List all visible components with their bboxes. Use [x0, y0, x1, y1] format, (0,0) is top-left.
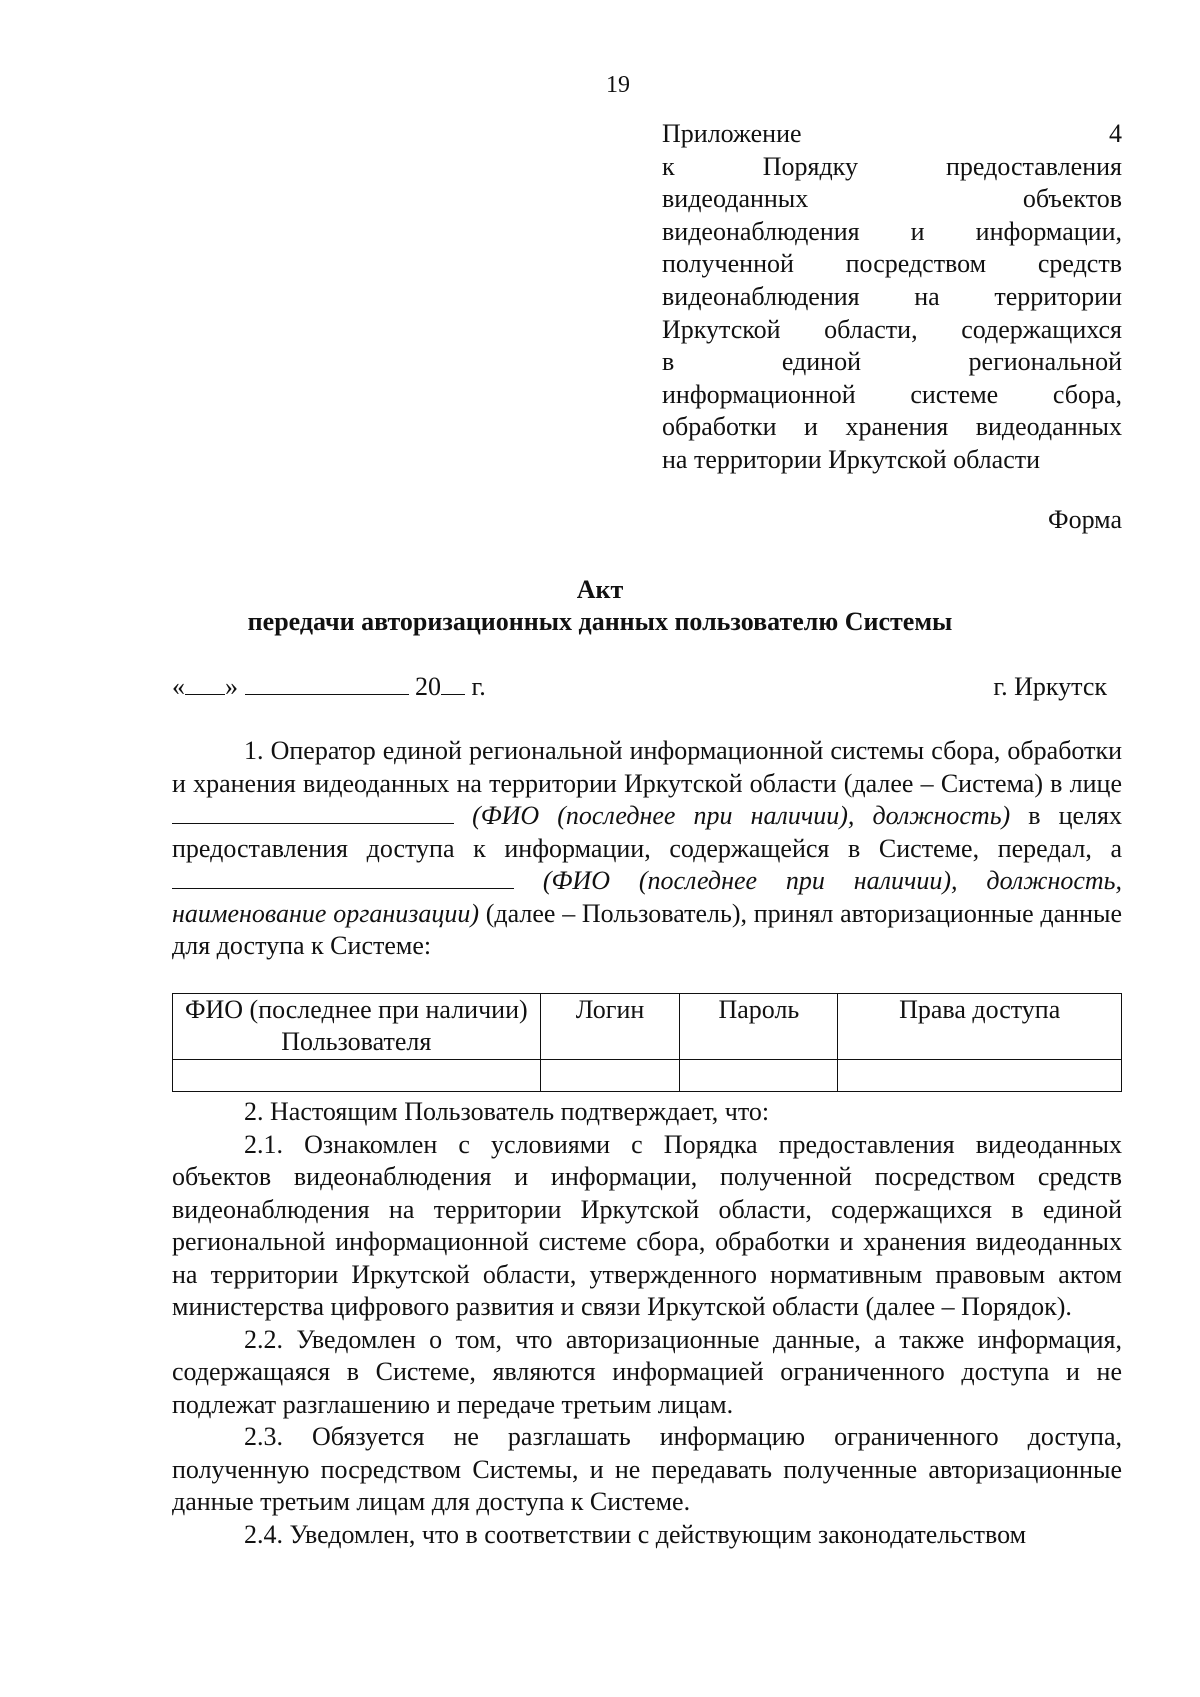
year-prefix: 20 [415, 672, 441, 701]
header-password: Пароль [680, 994, 838, 1060]
credentials-table [172, 993, 1122, 1092]
header-fio: ФИО (последнее при наличии) Пользователя [173, 994, 541, 1060]
year-suffix: г. [465, 672, 486, 701]
paragraph-2-1: 2.1. Ознакомлен с условиями с Порядка предоставления видеоданных объектов видеонаблюдения и информации, полученной посредством средств видеонаблюдения на территории Иркутской области, содержащихся в единой региональной информационной системе сбора, обработки и хранения видеоданных на территории Иркутской области, утвержденного нормативным правовым актом министерства цифрового развития и связи Иркутской области (далее – Порядок). [172, 1129, 1122, 1321]
para1-hint-1: (ФИО (последнее при наличии), должность) [454, 801, 1011, 830]
para1-text-2: в целях предоставления доступа к информации, содержащейся в Системе, передал, а [172, 801, 1123, 863]
cell-fio[interactable] [173, 1060, 541, 1092]
para1-text-1: 1. Оператор единой региональной информационной системы сбора, обработки и хранения видеоданных на территории Иркутской области (далее – Система) в лице [172, 736, 1122, 798]
cell-login[interactable] [540, 1060, 680, 1092]
appendix-line: Приложение 4 [662, 119, 1122, 148]
close-quote: » [225, 672, 238, 701]
appendix-line: обработки и хранения видеоданных [662, 412, 1122, 442]
appendix-line: Иркутской области, содержащихся [662, 314, 1122, 344]
city: г. Иркутск [993, 672, 1107, 701]
para1-text-3: (далее – Пользователь), принял авторизационные данные для доступа к Системе: [172, 898, 1122, 960]
doc-title: Акт [576, 575, 624, 604]
user-name-blank[interactable] [172, 866, 514, 889]
header-access-rights: Права доступа [838, 994, 1122, 1060]
paragraph-1-block [172, 735, 1122, 963]
cell-access-rights[interactable] [838, 1060, 1122, 1092]
appendix-line: информационной системе сбора, [662, 379, 1122, 409]
paragraph-2-4: 2.4. Уведомлен, что в соответствии с действующим законодательством [244, 1519, 1027, 1549]
paragraph-1 [172, 735, 1122, 963]
paragraph-2: 2. Настоящим Пользователь подтверждает, что: [244, 1097, 770, 1126]
date-field [172, 672, 486, 702]
day-blank[interactable] [185, 672, 225, 695]
doc-subtitle: передачи авторизационных данных пользователю Системы [247, 607, 953, 636]
appendix-line: видеонаблюдения на территории [662, 281, 1122, 311]
appendix-line: к Порядку предоставления [662, 151, 1122, 181]
para1-hint-2: (ФИО (последнее при наличии), должность, наименование организации) [172, 866, 1122, 928]
open-quote: « [172, 672, 185, 701]
page-number: 19 [606, 72, 630, 98]
cell-password[interactable] [680, 1060, 838, 1092]
appendix-line: видеоданных объектов [662, 184, 1122, 214]
appendix-line: на территории Иркутской области [662, 444, 1041, 474]
appendix-block [662, 118, 1122, 477]
operator-name-blank[interactable] [172, 801, 454, 824]
header-login: Логин [540, 994, 680, 1060]
paragraph-2-block [172, 1096, 1122, 1551]
paragraph-2-3: 2.3. Обязуется не разглашать информацию ограниченного доступа, полученную посредством Системы, и не передавать полученные авторизационные данные третьим лицам для доступа к Системе. [172, 1422, 1122, 1516]
table-header-row [173, 994, 1122, 1060]
date-place-row [172, 672, 1107, 702]
month-blank[interactable] [245, 672, 409, 695]
table-row [173, 1060, 1122, 1092]
appendix-line: видеонаблюдения и информации, [662, 216, 1122, 246]
year-blank[interactable] [441, 672, 465, 695]
appendix-line: полученной посредством средств [662, 249, 1122, 279]
paragraph-2-2: 2.2. Уведомлен о том, что авторизационные данные, а также информация, содержащаяся в Системе, являются информацией ограниченного доступа и не подлежат разглашению и передаче третьим лицам. [172, 1324, 1122, 1419]
form-label: Форма [1048, 505, 1122, 534]
appendix-line: в единой региональной [662, 347, 1122, 377]
